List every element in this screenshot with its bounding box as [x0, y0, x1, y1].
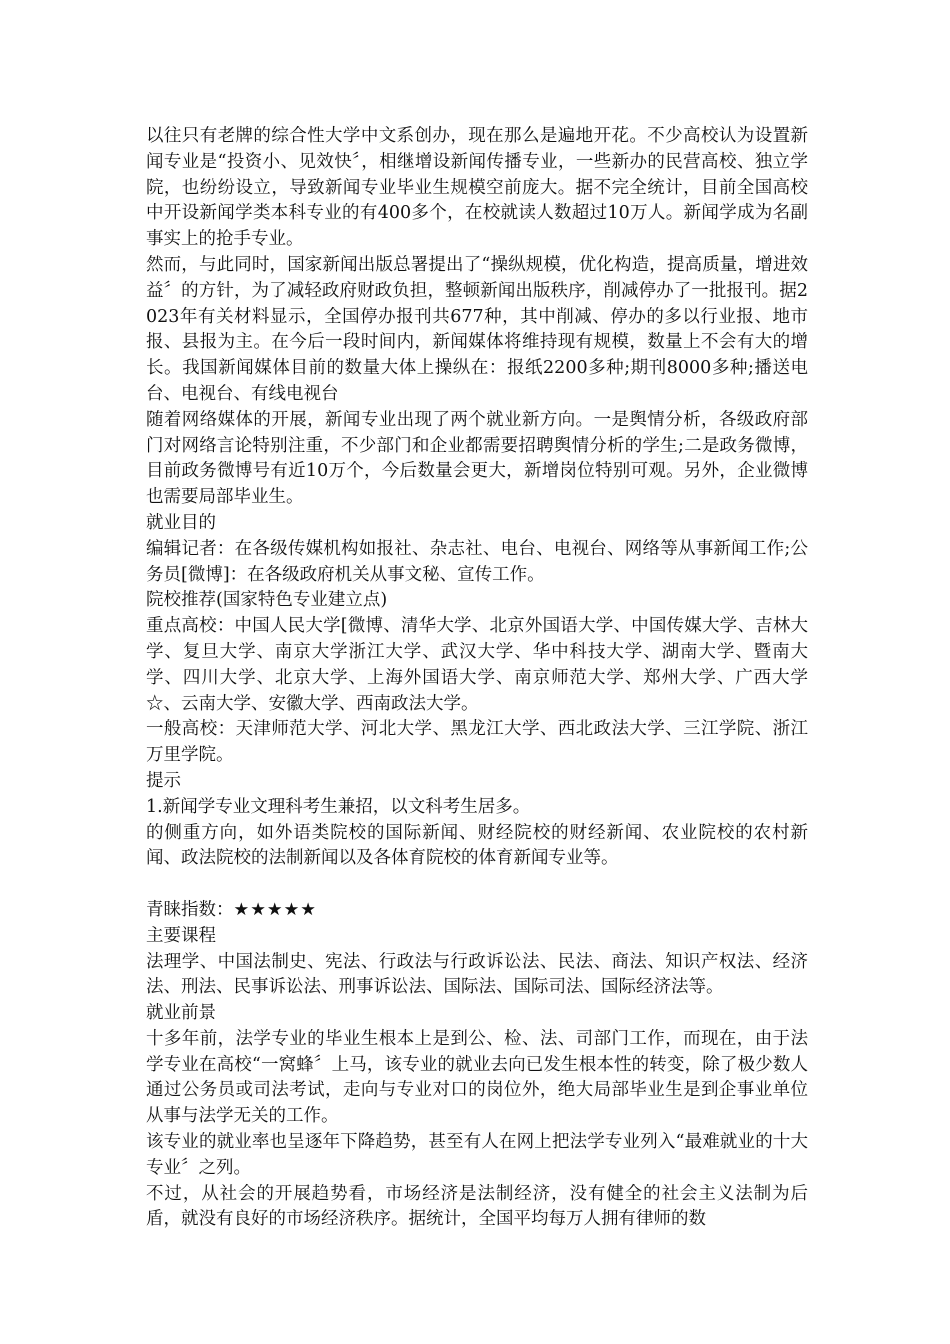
- document-body: [146, 124, 808, 1233]
- favor-index-label: 青睐指数：: [146, 899, 234, 920]
- paragraph-employment-rate: 该专业的就业率也呈逐年下降趋势，甚至有人在网上把法学专业列入“最难就业的十大专业〞之列。: [146, 1132, 808, 1178]
- paragraph-employment-goal: 编辑记者：在各级传媒机构如报社、杂志社、电台、电视台、网络等从事新闻工作;公务员[微博]：在各级政府机关从事文秘、宣传工作。: [146, 538, 808, 585]
- paragraph-main-courses: 法理学、中国法制史、宪法、行政法与行政诉讼法、民法、商法、知识产权法、经济法、刑法、民事诉讼法、刑事诉讼法、国际法、国际司法、国际经济法等。: [146, 951, 808, 998]
- paragraph-key-universities: 重点高校：中国人民大学[微博、清华大学、北京外国语大学、中国传媒大学、吉林大学、复旦大学、南京大学浙江大学、武汉大学、华中科技大学、湖南大学、暨南大学、四川大学、北京大学、上海外国语大学、南京师范大学、郑州大学、广西大学☆、云南大学、安徽大学、西南政法大学。: [146, 616, 808, 714]
- paragraph-general-universities: 一般高校：天津师范大学、河北大学、黑龙江大学、西北政法大学、三江学院、浙江万里学院。: [146, 719, 808, 766]
- paragraph-regulation: 然而，与此同时，国家新闻出版总署提出了“操纵规模，优化构造，提高质量，增进效益〞的方针，为了减轻政府财政负担，整顿新闻出版秩序，削减停办了一批报刊。据2023年有关材料显示，全国停办报刊共677种，其中削减、停办的多以行业报、地市报、县报为主。在今后一段时间内，新闻媒体将维持现有规模，数量上不会有大的增长。我国新闻媒体目前的数量大体上操纵在：报纸2200多种;期刊8000多种;播送电台、电视台、有线电视台: [146, 254, 808, 404]
- paragraph-market-economy: 不过，从社会的开展趋势看，市场经济是法制经济，没有健全的社会主义法制为后盾，就没有良好的市场经济秩序。据统计，全国平均每万人拥有律师的数: [146, 1183, 808, 1230]
- favor-index-line: [146, 898, 808, 924]
- paragraph-tip-focus: 的侧重方向，如外语类院校的国际新闻、财经院校的财经新闻、农业院校的农村新闻、政法院校的法制新闻以及各体育院校的体育新闻专业等。: [146, 822, 808, 869]
- heading-tips: 提示: [146, 770, 181, 791]
- favor-index-stars: ★★★★★: [233, 899, 317, 920]
- heading-employment-prospects: 就业前景: [146, 1003, 216, 1024]
- blank-line: [146, 872, 808, 898]
- heading-main-courses: 主要课程: [146, 925, 216, 946]
- paragraph-tip-1: 1.新闻学专业文理科考生兼招，以文科考生居多。: [146, 796, 531, 817]
- paragraph-expansion: 以往只有老牌的综合性大学中文系创办，现在那么是遍地开花。不少高校认为设置新闻专业是“投资小、见效快〞，相继增设新闻传播专业，一些新办的民营高校、独立学院，也纷纷设立，导致新闻专业毕业生规模空前庞大。据不完全统计，目前全国高校中开设新闻学类本科专业的有400多个，在校就读人数超过10万人。新闻学成为名副事实上的抢手专业。: [146, 126, 808, 250]
- heading-school-recommendation: 院校推荐(国家特色专业建立点): [146, 590, 388, 611]
- paragraph-new-directions: 随着网络媒体的开展，新闻专业出现了两个就业新方向。一是舆情分析，各级政府部门对网络言论特别注重，不少部门和企业都需要招聘舆情分析的学生;二是政务微博，目前政务微博号有近10万个，今后数量会更大，新增岗位特别可观。另外，企业微博也需要局部毕业生。: [146, 409, 808, 508]
- paragraph-employment-history: 十多年前，法学专业的毕业生根本上是到公、检、法、司部门工作，而现在，由于法学专业在高校“一窝蜂〞上马，该专业的就业去向已发生根本性的转变，除了极少数人通过公务员或司法考试，走向与专业对口的岗位外，绝大局部毕业生是到企事业单位从事与法学无关的工作。: [146, 1028, 808, 1127]
- heading-employment-goal: 就业目的: [146, 512, 216, 533]
